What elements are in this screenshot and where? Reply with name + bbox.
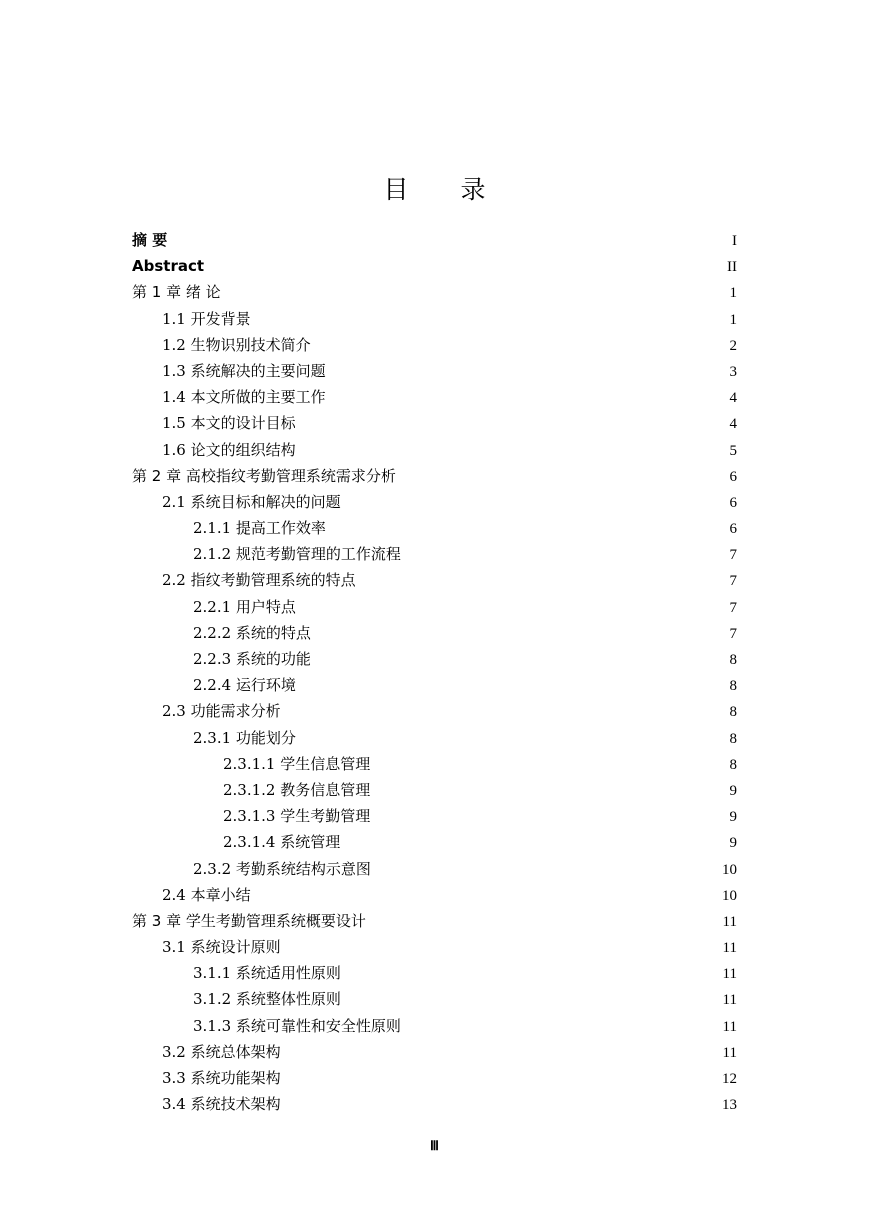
dot-leader <box>327 363 729 373</box>
toc-entry-label: 2.2.4 运行环境 <box>193 676 296 695</box>
toc-entry[interactable] <box>132 986 737 1012</box>
toc-entry[interactable] <box>132 384 737 410</box>
toc-entry-label: 2.3.1.1 学生信息管理 <box>223 754 371 773</box>
dot-leader <box>282 939 722 949</box>
toc-entry[interactable] <box>132 279 737 305</box>
dot-leader <box>282 1070 721 1080</box>
toc-entry[interactable] <box>132 1091 737 1117</box>
toc-entry[interactable] <box>132 306 737 332</box>
dot-leader <box>297 730 729 740</box>
dot-leader <box>367 913 722 923</box>
dot-leader <box>342 965 722 975</box>
toc-entry[interactable] <box>132 594 737 620</box>
toc-entry-page: 8 <box>729 678 737 695</box>
toc-entry-label: 第 2 章 高校指纹考勤管理系统需求分析 <box>132 466 396 485</box>
toc-entry-page: 4 <box>729 416 737 433</box>
toc-entry[interactable] <box>132 332 737 358</box>
toc-entry-label: 2.3 功能需求分析 <box>162 702 281 721</box>
toc-entry-page: 9 <box>729 835 737 852</box>
toc-entry-page: 12 <box>722 1071 737 1087</box>
dot-leader <box>327 389 729 399</box>
toc-entry-page: 7 <box>729 547 737 564</box>
toc-entry[interactable] <box>132 751 737 777</box>
toc-entry-page: 9 <box>729 809 737 826</box>
toc-entry[interactable] <box>132 463 737 489</box>
toc-entry-page: 11 <box>722 966 737 983</box>
toc-entry-label: 2.2 指纹考勤管理系统的特点 <box>162 571 356 590</box>
dot-leader <box>252 887 721 897</box>
toc-entry[interactable] <box>132 646 737 672</box>
toc-entry[interactable] <box>132 960 737 986</box>
toc-entry-page: 7 <box>729 573 737 590</box>
toc-entry-label: 2.3.1.4 系统管理 <box>223 833 341 852</box>
toc-entry-label: 3.2 系统总体架构 <box>162 1042 281 1061</box>
toc-entry-label: 2.1 系统目标和解决的问题 <box>162 492 341 511</box>
toc-entry[interactable] <box>132 541 737 567</box>
dot-leader <box>168 232 731 242</box>
toc-entry-page: 11 <box>722 1044 737 1061</box>
table-of-contents <box>132 227 737 1117</box>
toc-entry-label: 3.1.1 系统适用性原则 <box>193 964 341 983</box>
dot-leader <box>282 1096 721 1106</box>
toc-entry-page: 1 <box>729 311 737 328</box>
toc-entry[interactable] <box>132 1013 737 1039</box>
toc-entry[interactable] <box>132 410 737 436</box>
toc-entry-label: 1.2 生物识别技术简介 <box>162 335 311 354</box>
dot-leader <box>312 651 729 661</box>
toc-entry-page: 9 <box>729 782 737 799</box>
toc-entry-label: 1.1 开发背景 <box>162 309 251 328</box>
toc-entry[interactable] <box>132 725 737 751</box>
toc-entry-page: 13 <box>722 1097 737 1114</box>
toc-entry-label: 2.3.2 考勤系统结构示意图 <box>193 859 371 878</box>
toc-entry-page: 1 <box>729 285 737 302</box>
dot-leader <box>312 625 729 635</box>
toc-entry-label: 3.4 系统技术架构 <box>162 1095 281 1114</box>
dot-leader <box>402 1018 722 1028</box>
dot-leader <box>372 861 721 871</box>
dot-leader <box>371 782 728 792</box>
toc-entry-page: 3 <box>729 363 737 380</box>
dot-leader <box>402 546 729 556</box>
page-title: 目 录 <box>383 175 508 204</box>
toc-entry-label: 1.5 本文的设计目标 <box>162 414 296 433</box>
dot-leader <box>297 442 729 452</box>
toc-entry-label: 3.1.2 系统整体性原则 <box>193 990 341 1009</box>
dot-leader <box>222 284 729 294</box>
toc-entry[interactable] <box>132 829 737 855</box>
toc-entry-page: I <box>732 233 737 249</box>
toc-entry-label: 2.3.1.3 学生考勤管理 <box>223 807 371 826</box>
toc-entry-label: 2.3.1.2 教务信息管理 <box>223 780 371 799</box>
toc-entry-page: 10 <box>722 887 737 904</box>
toc-entry[interactable] <box>132 698 737 724</box>
toc-entry-label: 2.1.2 规范考勤管理的工作流程 <box>193 545 401 564</box>
toc-entry-label: 1.4 本文所做的主要工作 <box>162 388 326 407</box>
dot-leader <box>342 494 729 504</box>
dot-leader <box>297 677 729 687</box>
toc-entry-page: 8 <box>729 756 737 773</box>
toc-entry-label: 2.1.1 提高工作效率 <box>193 519 326 538</box>
toc-entry-label: 2.3.1 功能划分 <box>193 728 296 747</box>
toc-entry-label: 第 3 章 学生考勤管理系统概要设计 <box>132 911 366 930</box>
page-number: Ⅲ <box>430 1138 439 1153</box>
toc-entry[interactable] <box>132 1039 737 1065</box>
toc-entry-label: 2.2.1 用户特点 <box>193 597 296 616</box>
toc-entry-page: 11 <box>722 940 737 957</box>
toc-entry[interactable] <box>132 934 737 960</box>
dot-leader <box>252 311 729 321</box>
toc-entry[interactable] <box>132 620 737 646</box>
toc-entry[interactable] <box>132 489 737 515</box>
dot-leader <box>397 468 729 478</box>
dot-leader <box>205 258 726 268</box>
toc-entry[interactable] <box>132 227 737 253</box>
toc-entry-label: 1.3 系统解决的主要问题 <box>162 361 326 380</box>
toc-entry-page: 7 <box>729 599 737 616</box>
toc-entry-label: 第 1 章 绪 论 <box>132 283 221 302</box>
toc-entry[interactable] <box>132 882 737 908</box>
toc-entry-page: 2 <box>729 337 737 354</box>
toc-entry-label: 3.1 系统设计原则 <box>162 938 281 957</box>
toc-entry-page: 8 <box>729 704 737 721</box>
toc-entry[interactable] <box>132 515 737 541</box>
toc-entry-label: 摘 要 <box>132 231 168 249</box>
toc-entry-page: 8 <box>729 652 737 668</box>
dot-leader <box>357 572 729 582</box>
toc-entry-label: 3.1.3 系统可靠性和安全性原则 <box>193 1016 401 1035</box>
toc-entry[interactable] <box>132 358 737 384</box>
toc-entry-page: 6 <box>729 468 737 485</box>
toc-entry[interactable] <box>132 1065 737 1091</box>
toc-entry[interactable] <box>132 856 737 882</box>
toc-entry[interactable] <box>132 567 737 593</box>
dot-leader <box>282 703 729 713</box>
toc-entry[interactable] <box>132 672 737 698</box>
dot-leader <box>342 991 722 1001</box>
dot-leader <box>371 808 728 818</box>
toc-entry-page: 11 <box>722 913 737 930</box>
dot-leader <box>341 834 728 844</box>
toc-entry-label: 2.4 本章小结 <box>162 885 251 904</box>
toc-entry-page: 8 <box>729 730 737 747</box>
toc-entry-page: 7 <box>729 625 737 642</box>
dot-leader <box>297 599 729 609</box>
toc-entry[interactable] <box>132 777 737 803</box>
toc-entry-label: 2.2.2 系统的特点 <box>193 623 311 642</box>
toc-entry[interactable] <box>132 437 737 463</box>
toc-entry-page: II <box>727 259 737 276</box>
dot-leader <box>282 1044 722 1054</box>
toc-entry[interactable] <box>132 908 737 934</box>
toc-entry-page: 6 <box>729 521 737 538</box>
toc-entry-page: 4 <box>729 390 737 407</box>
toc-entry-label: 1.6 论文的组织结构 <box>162 440 296 459</box>
toc-entry-page: 6 <box>729 494 737 511</box>
toc-entry[interactable] <box>132 803 737 829</box>
toc-entry-page: 11 <box>722 992 737 1009</box>
toc-entry-label: 3.3 系统功能架构 <box>162 1069 281 1087</box>
toc-entry-page: 5 <box>729 442 737 459</box>
toc-entry-page: 10 <box>722 861 737 878</box>
dot-leader <box>327 520 729 530</box>
toc-entry-label: 2.2.3 系统的功能 <box>193 650 311 668</box>
toc-entry-label: Abstract <box>132 257 205 276</box>
dot-leader <box>312 337 729 347</box>
dot-leader <box>371 756 728 766</box>
toc-entry-page: 11 <box>722 1018 737 1035</box>
dot-leader <box>297 415 729 425</box>
toc-entry[interactable] <box>132 253 737 279</box>
